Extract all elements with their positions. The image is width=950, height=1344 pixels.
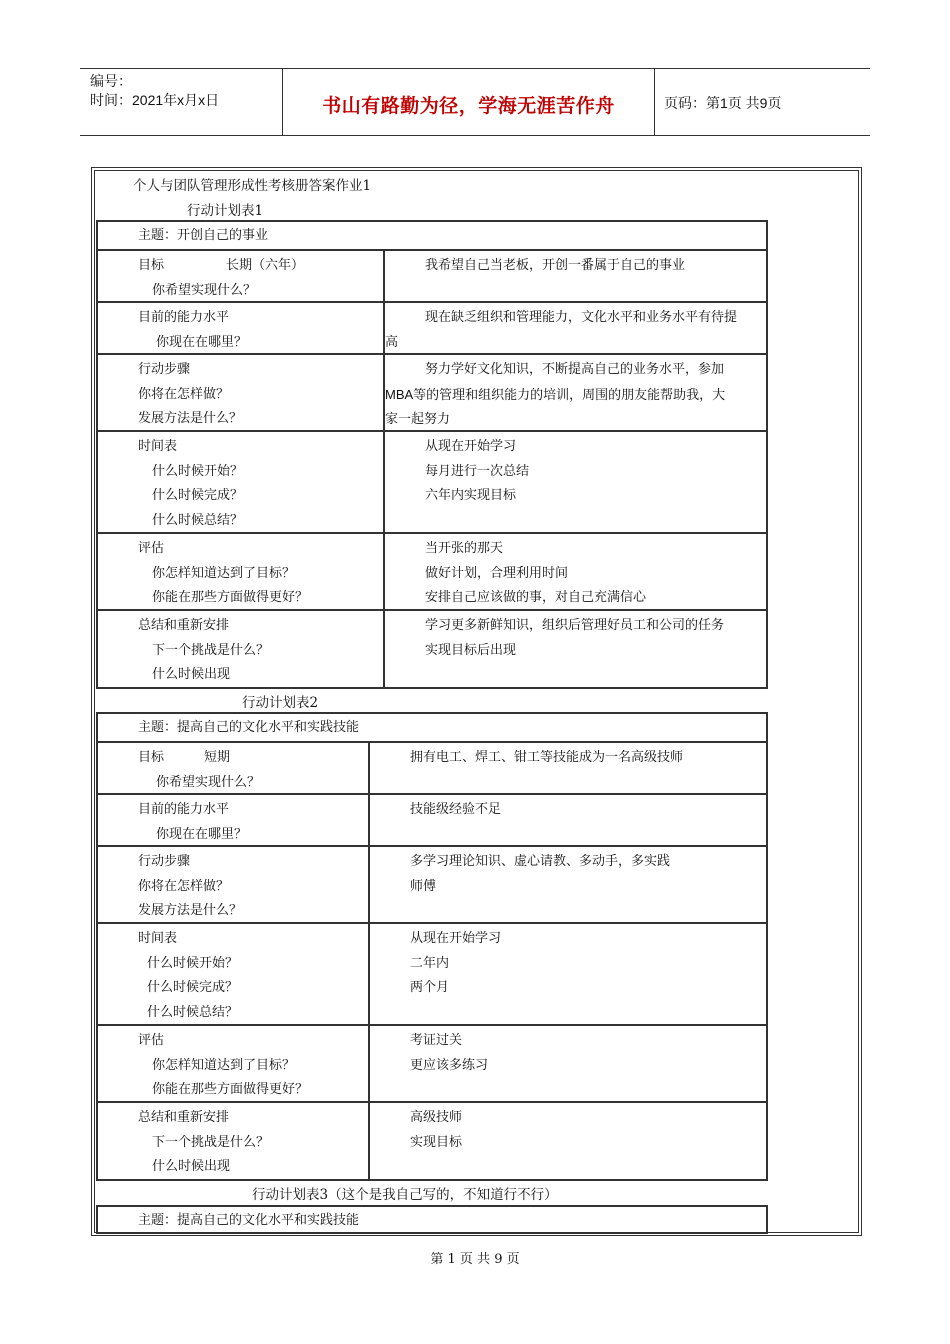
steps-question-1: 你将在怎样做？ <box>138 878 230 894</box>
summary-question-1: 下一个挑战是什么？ <box>152 642 270 658</box>
plan-2-steps-row <box>98 847 766 924</box>
schedule-answer-2: 二年内 <box>410 955 450 971</box>
schedule-question-1: 什么时候开始？ <box>147 955 239 971</box>
plan-1-summary-row <box>98 611 766 687</box>
plan-1-topic: 主题：开创自己的事业 <box>98 222 766 251</box>
schedule-answer-1: 从现在开始学习 <box>410 931 502 946</box>
eval-question-2: 你能在那些方面做得更好？ <box>152 590 309 605</box>
goal-label: 目标 <box>138 258 165 273</box>
goal-term: 短期 <box>204 750 231 765</box>
ability-label: 目前的能力水平 <box>138 802 230 817</box>
steps-label: 行动步骤 <box>138 854 191 869</box>
ability-answer-line-2: 高 <box>385 334 399 350</box>
schedule-question-2: 什么时候完成？ <box>147 980 239 995</box>
goal-answer: 我希望自己当老板，开创一番属于自己的事业 <box>425 258 686 273</box>
document-number: 编号： <box>90 73 132 89</box>
summary-label: 总结和重新安排 <box>138 618 230 633</box>
eval-question-1: 你怎样知道达到了目标？ <box>152 1057 296 1073</box>
ability-answer: 技能级经验不足 <box>410 802 502 817</box>
eval-question-2: 你能在那些方面做得更好？ <box>152 1082 309 1097</box>
plan-2-goal-row <box>98 743 766 795</box>
schedule-answer-2: 每月进行一次总结 <box>425 463 530 479</box>
ability-question: 你现在在哪里？ <box>156 334 248 350</box>
schedule-question-3: 什么时候总结？ <box>152 512 244 528</box>
schedule-answer-3: 两个月 <box>410 980 450 995</box>
goal-label: 目标 <box>138 750 165 765</box>
plan-1-schedule-row <box>98 432 766 534</box>
steps-answer-rest: 等的管理和组织能力的培训，周围的朋友能帮助我，大 <box>413 387 726 403</box>
steps-label: 行动步骤 <box>138 362 191 377</box>
plan-2-schedule-row <box>98 924 766 1026</box>
document-time: 时间：2021年x月x日 <box>90 92 220 108</box>
plan-2-ability-row <box>98 795 766 847</box>
summary-question-1: 下一个挑战是什么？ <box>152 1134 270 1150</box>
eval-answer-2: 做好计划，合理利用时间 <box>425 565 569 581</box>
ability-answer-line-1: 现在缺乏组织和管理能力，文化水平和业务水平有待提 <box>425 310 738 325</box>
steps-answer-line-1: 多学习理论知识、虚心请教、多动手，多实践 <box>410 854 671 869</box>
header-bottom-rule <box>80 135 870 136</box>
goal-question: 你希望实现什么？ <box>152 282 257 298</box>
summary-question-2: 什么时候出现 <box>152 667 231 682</box>
summary-question-2: 什么时候出现 <box>152 1159 231 1174</box>
goal-question: 你希望实现什么？ <box>156 774 261 790</box>
steps-answer-line-2 <box>385 383 764 409</box>
eval-answer-1: 当开张的那天 <box>425 541 504 556</box>
summary-answer-1: 高级技师 <box>410 1110 463 1125</box>
steps-answer-line-2: 师傅 <box>410 878 437 894</box>
plan-2-eval-row <box>98 1026 766 1103</box>
ability-question: 你现在在哪里？ <box>156 826 248 842</box>
ability-label: 目前的能力水平 <box>138 310 230 325</box>
schedule-question-1: 什么时候开始？ <box>152 463 244 479</box>
steps-question-1: 你将在怎样做？ <box>138 386 230 402</box>
schedule-question-2: 什么时候完成？ <box>152 488 244 503</box>
header-top-rule <box>80 68 870 69</box>
eval-answer-2: 更应该多练习 <box>410 1057 489 1073</box>
plan-1-goal-row <box>98 251 766 303</box>
header-divider <box>654 68 655 136</box>
steps-question-2: 发展方法是什么？ <box>138 411 243 426</box>
plan-2-table <box>96 712 768 1181</box>
schedule-label: 时间表 <box>138 931 178 946</box>
schedule-label: 时间表 <box>138 439 178 454</box>
summary-answer-2: 实现目标后出现 <box>425 642 517 658</box>
plan-2-topic: 主题：提高自己的文化水平和实践技能 <box>98 714 766 743</box>
steps-answer-line-1: 努力学好文化知识，不断提高自己的业务水平，参加 <box>425 362 725 377</box>
steps-answer-latin: MBA <box>385 386 414 402</box>
plan-1-eval-row <box>98 534 766 611</box>
header-page-info: 页码：第1页 共9页 <box>664 95 782 111</box>
plan-1-heading: 行动计划表1 <box>187 203 264 219</box>
eval-label: 评估 <box>138 1033 165 1048</box>
eval-answer-3: 安排自己应该做的事，对自己充满信心 <box>425 590 647 605</box>
plan-1-steps-row <box>98 355 766 432</box>
goal-answer: 拥有电工、焊工、钳工等技能成为一名高级技师 <box>410 750 684 765</box>
steps-question-2: 发展方法是什么？ <box>138 903 243 918</box>
summary-label: 总结和重新安排 <box>138 1110 230 1125</box>
schedule-answer-3: 六年内实现目标 <box>425 488 517 503</box>
plan-1-ability-row <box>98 303 766 355</box>
plan-2-summary-row <box>98 1103 766 1179</box>
summary-answer-1: 学习更多新鲜知识，组织后管理好员工和公司的任务 <box>425 618 725 633</box>
plan-2-heading: 行动计划表2 <box>242 695 319 711</box>
plan-3-topic: 主题：提高自己的文化水平和实践技能 <box>138 1213 360 1228</box>
eval-label: 评估 <box>138 541 165 556</box>
schedule-question-3: 什么时候总结？ <box>147 1004 239 1020</box>
header-motto: 书山有路勤为径，学海无涯苦作舟 <box>322 95 615 117</box>
steps-answer-line-3: 家一起努力 <box>385 412 451 427</box>
eval-question-1: 你怎样知道达到了目标？ <box>152 565 296 581</box>
header-meta <box>90 72 219 110</box>
page-footer: 第 1 页 共 9 页 <box>430 1252 520 1267</box>
document-title: 个人与团队管理形成性考核册答案作业1 <box>133 178 372 194</box>
schedule-answer-1: 从现在开始学习 <box>425 439 517 454</box>
summary-answer-2: 实现目标 <box>410 1134 463 1150</box>
eval-answer-1: 考证过关 <box>410 1033 463 1048</box>
goal-term: 长期（六年） <box>226 258 305 273</box>
plan-3-table <box>96 1205 768 1234</box>
plan-3-heading: 行动计划表3（这个是我自己写的，不知道行不行） <box>252 1187 558 1203</box>
plan-1-table <box>96 220 768 689</box>
